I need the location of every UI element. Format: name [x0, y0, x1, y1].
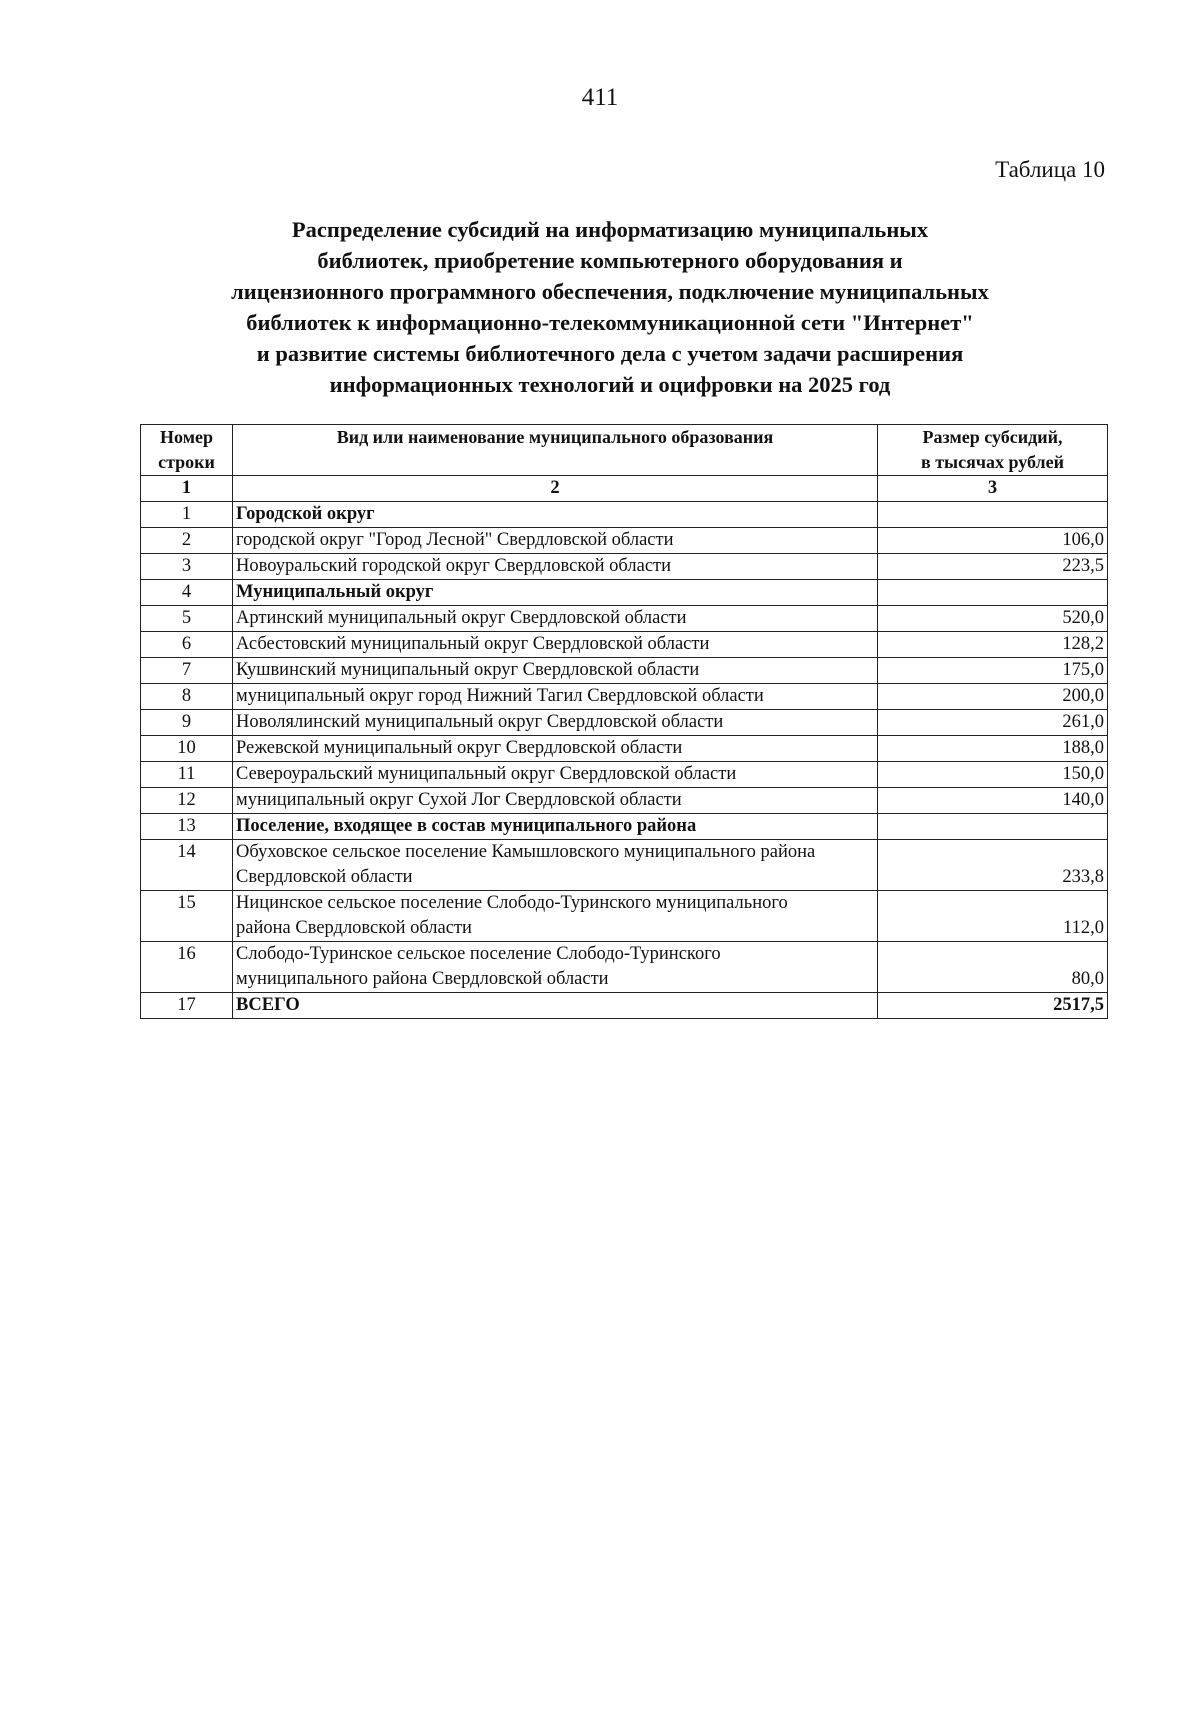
row-amount: 233,8 [878, 840, 1108, 891]
header-name: Вид или наименование муниципального образования [233, 425, 878, 476]
document-title [150, 214, 1070, 400]
row-amount: 112,0 [878, 891, 1108, 942]
table-row [141, 710, 1108, 736]
row-number: 6 [141, 632, 233, 658]
row-amount: 150,0 [878, 762, 1108, 788]
table-row [141, 788, 1108, 814]
header-row-number: Номер строки [141, 425, 233, 476]
table-label: Таблица 10 [995, 157, 1105, 182]
row-amount: 188,0 [878, 736, 1108, 762]
row-name: Новолялинский муниципальный округ Свердловской области [233, 710, 878, 736]
row-amount: 261,0 [878, 710, 1108, 736]
title-line: и развитие системы библиотечного дела с учетом задачи расширения [256, 341, 964, 366]
subsidy-table [140, 424, 1108, 1019]
table-row [141, 942, 1108, 993]
row-number: 9 [141, 710, 233, 736]
row-amount: 200,0 [878, 684, 1108, 710]
row-amount [878, 502, 1108, 528]
row-number: 7 [141, 658, 233, 684]
row-number: 16 [141, 942, 233, 993]
row-name: Режевской муниципальный округ Свердловской области [233, 736, 878, 762]
table-row [141, 528, 1108, 554]
row-name [233, 840, 878, 891]
table-row [141, 762, 1108, 788]
column-index-row [141, 476, 1108, 502]
header-amount-line1: Размер субсидий, [922, 427, 1063, 447]
row-name: Артинский муниципальный округ Свердловской области [233, 606, 878, 632]
table-row [141, 502, 1108, 528]
row-amount: 223,5 [878, 554, 1108, 580]
row-name: муниципальный округ Сухой Лог Свердловской области [233, 788, 878, 814]
table-row [141, 814, 1108, 840]
row-number: 1 [141, 502, 233, 528]
row-amount [878, 580, 1108, 606]
table-header-row [141, 425, 1108, 476]
row-name [233, 942, 878, 993]
row-number: 10 [141, 736, 233, 762]
row-name: Муниципальный округ [233, 580, 878, 606]
row-name: городской округ "Город Лесной" Свердловской области [233, 528, 878, 554]
row-amount: 80,0 [878, 942, 1108, 993]
header-amount [878, 425, 1108, 476]
title-line: лицензионного программного обеспечения, подключение муниципальных [231, 279, 989, 304]
title-line: библиотек к информационно-телекоммуникационной сети "Интернет" [246, 310, 974, 335]
column-index: 3 [878, 476, 1108, 502]
table-row [141, 891, 1108, 942]
row-name: Асбестовский муниципальный округ Свердловской области [233, 632, 878, 658]
total-amount: 2517,5 [878, 993, 1108, 1019]
row-amount: 128,2 [878, 632, 1108, 658]
row-name-line: Ницинское сельское поселение Слободо-Туринского муниципального [236, 893, 788, 913]
row-number: 14 [141, 840, 233, 891]
row-number: 4 [141, 580, 233, 606]
table-total-row [141, 993, 1108, 1019]
row-name-line: Обуховское сельское поселение Камышловского муниципального района [236, 842, 816, 862]
row-name-line: района Свердловской области [236, 918, 472, 938]
header-amount-line2: в тысячах рублей [920, 452, 1065, 472]
title-line: библиотек, приобретение компьютерного оборудования и [317, 248, 903, 273]
row-number: 17 [141, 993, 233, 1019]
title-line: Распределение субсидий на информатизацию муниципальных [291, 217, 929, 242]
row-amount: 520,0 [878, 606, 1108, 632]
row-name-line: Слободо-Туринское сельское поселение Слободо-Туринского [236, 944, 721, 964]
table-row [141, 684, 1108, 710]
row-number: 15 [141, 891, 233, 942]
row-name: Кушвинский муниципальный округ Свердловской области [233, 658, 878, 684]
row-name-line: муниципального района Свердловской области [236, 969, 609, 989]
row-name: Новоуральский городской округ Свердловской области [233, 554, 878, 580]
row-number: 5 [141, 606, 233, 632]
row-amount: 175,0 [878, 658, 1108, 684]
row-name: ВСЕГО [233, 993, 878, 1019]
row-amount: 140,0 [878, 788, 1108, 814]
row-number: 11 [141, 762, 233, 788]
table-row [141, 606, 1108, 632]
row-number: 3 [141, 554, 233, 580]
column-index: 1 [141, 476, 233, 502]
row-name: муниципальный округ город Нижний Тагил Свердловской области [233, 684, 878, 710]
title-line: информационных технологий и оцифровки на 2025 год [329, 372, 891, 397]
table-row [141, 632, 1108, 658]
row-name: Поселение, входящее в состав муниципального района [233, 814, 878, 840]
row-number: 2 [141, 528, 233, 554]
table-row [141, 840, 1108, 891]
row-name [233, 891, 878, 942]
row-name-line: Свердловской области [236, 867, 413, 887]
row-name: Североуральский муниципальный округ Свердловской области [233, 762, 878, 788]
row-amount: 106,0 [878, 528, 1108, 554]
row-number: 12 [141, 788, 233, 814]
page-number: 411 [581, 84, 619, 111]
table-row [141, 554, 1108, 580]
row-amount [878, 814, 1108, 840]
row-number: 13 [141, 814, 233, 840]
row-number: 8 [141, 684, 233, 710]
table-row [141, 658, 1108, 684]
column-index: 2 [233, 476, 878, 502]
table-row [141, 736, 1108, 762]
table-row [141, 580, 1108, 606]
row-name: Городской округ [233, 502, 878, 528]
